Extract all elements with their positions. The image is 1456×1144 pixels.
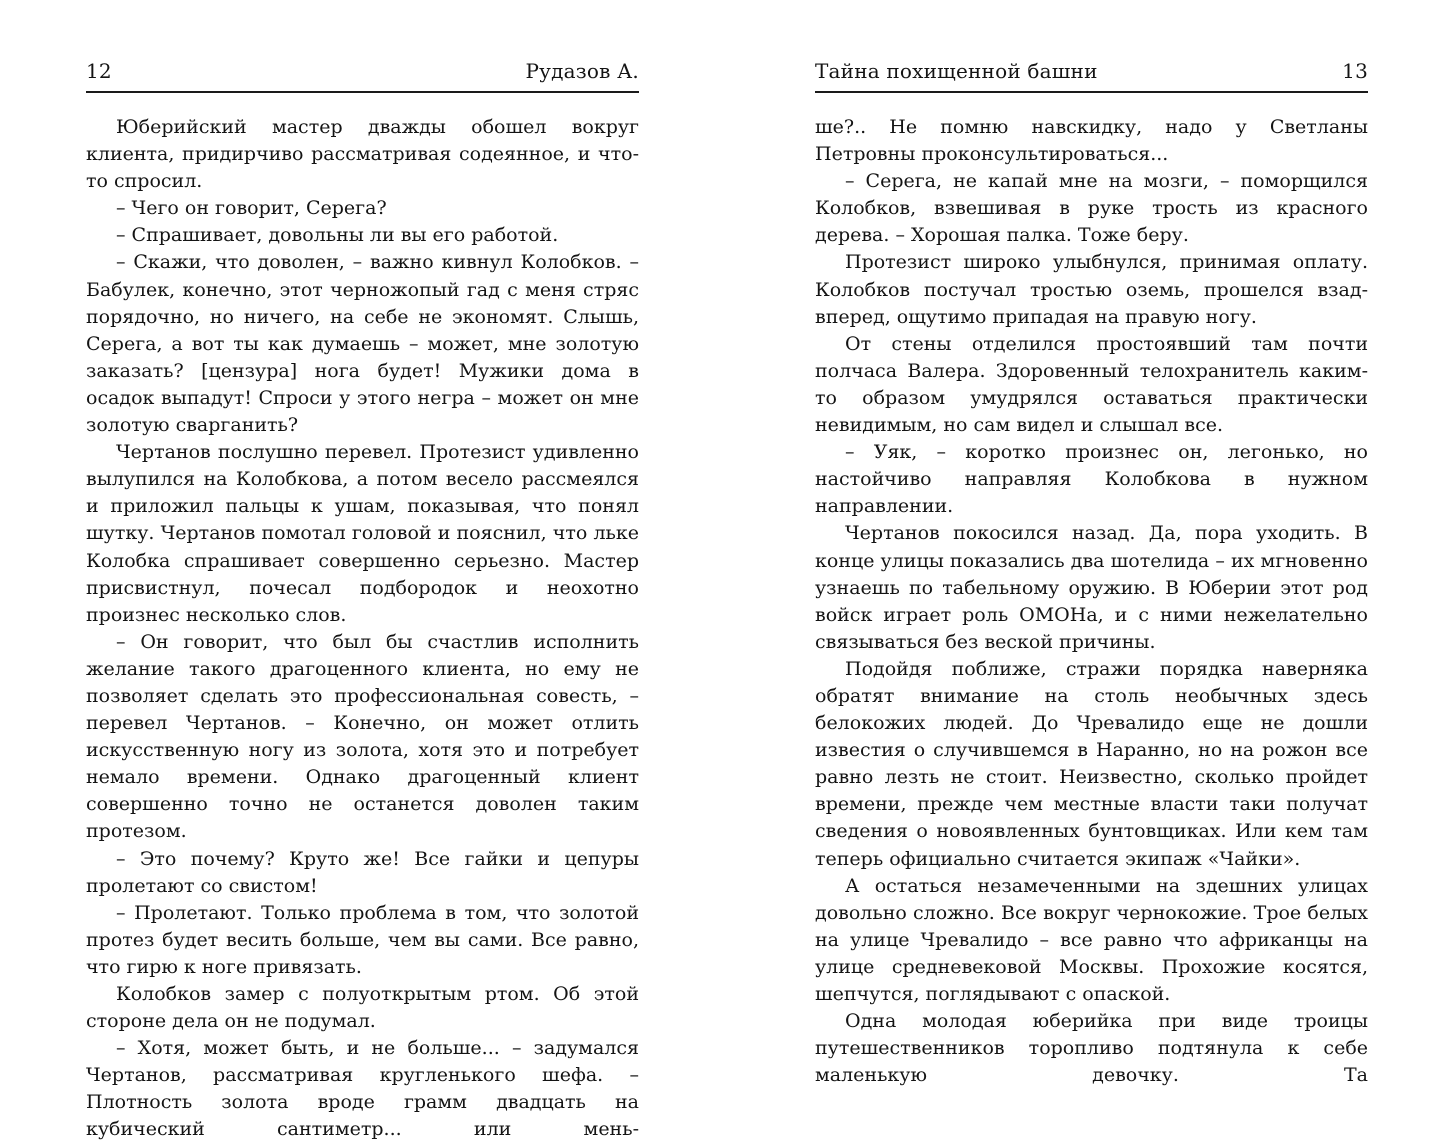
left-running-head [86,58,639,88]
running-title-author: Рудазов А. [525,59,639,83]
paragraph: – Хотя, может быть, и не больше... – задумался Чертанов, рассматривая кругленького шефа. – Плотность золота вроде грамм двадцать на кубический сантиметр... или мень- [86,1037,639,1141]
paragraph: – Спрашивает, довольны ли вы его работой. [116,224,559,247]
paragraph: Колобков замер с полуоткрытым ртом. Об этой стороне дела он не подумал. [86,983,639,1033]
paragraph: – Чего он говорит, Серега? [116,197,387,220]
paragraph: Юберийский мастер дважды обошел вокруг клиента, придирчиво рассматривая содеянное, и что-то спросил. [86,116,639,193]
header-rule-left [86,91,639,93]
page-number-left: 12 [86,59,112,83]
header-rule-right [815,91,1368,93]
paragraph: Протезист широко улыбнулся, принимая оплату. Колобков постучал тростью оземь, прошелся взад-вперед, ощутимо припадая на правую ногу. [815,251,1368,328]
paragraph: – Он говорит, что был бы счастлив исполнить желание такого драгоценного клиента, но ему не позволяет сделать это профессиональная совесть, – перевел Чертанов. – Конечно, он может отлить искусственную ногу из золота, хотя это и потребует немало времени. Однако драгоценный клиент совершенно точно не останется доволен таким протезом. [86,630,639,843]
left-page [86,0,639,1141]
right-running-head [815,58,1368,88]
running-title-book: Тайна похищенной башни [815,59,1098,83]
paragraph: От стены отделился простоявший там почти полчаса Валера. Здоровенный телохранитель каким-то образом умудрялся оставаться практически невидимым, но сам видел и слышал все. [815,332,1368,437]
paragraph: Чертанов послушно перевел. Протезист удивленно вылупился на Колобкова, а потом весело рассмеялся и приложил пальцы к ушам, показывая, что понял шутку. Чертанов помотал головой и пояснил, что лькe Колобка спрашивает совершенно серьезно. Мастер присвистнул, почесал подбородок и неохотно произнес несколько слов. [86,441,639,626]
paragraph: Чертанов покосился назад. Да, пора уходить. В конце улицы показались два шотелида – их мгновенно узнаешь по табельному оружию. В Юберии этот род войск играет роль ОМОНа, и с ними нежелательно связываться без веской причины. [815,522,1368,653]
paragraph: Одна молодая юберийка при виде троицы путешественников торопливо подтянула к себе маленькую девочку. Та [815,1010,1368,1087]
page-number-right: 13 [1342,59,1368,83]
paragraph: А остаться незамеченными на здешних улицах довольно сложно. Все вокруг чернокожие. Трое белых на улице Чревалидо – все равно что африканцы на улице средневековой Москвы. Прохожие косятся, шепчутся, поглядывают с опаской. [815,874,1368,1005]
right-page [815,0,1368,1087]
paragraph: – Скажи, что доволен, – важно кивнул Колобков. – Бабулек, конечно, этот черножопый гад с меня стряс порядочно, но ничего, на себе не экономят. Слышь, Серега, а вот ты как думаешь – может, мне золотую заказать? [цензура] нога будет! Мужики дома в осадок выпадут! Спроси у этого негра – может он мне золотую сварганить? [86,251,639,437]
paragraph: ше?.. Не помню навскидку, надо у Светланы Петровны проконсультироваться... [815,116,1368,166]
paragraph: – Серега, не капай мне на мозги, – поморщился Колобков, взвешивая в руке трость из красного дерева. – Хорошая палка. Тоже беру. [815,170,1368,247]
paragraph: – Уяк, – коротко произнес он, легонько, но настойчиво направляя Колобкова в нужном направлении. [815,441,1368,518]
paragraph: Подойдя поближе, стражи порядка наверняка обратят внимание на столь необычных здесь белокожих людей. До Чревалидо еще не дошли известия о случившемся в Наранно, но на рожон все равно лезть не стоит. Неизвестно, сколько пройдет времени, прежде чем местные власти таки получат сведения о новоявленных бунтовщиках. Или кем там теперь официально считается экипаж «Чайки». [815,657,1368,870]
right-body-text [815,114,1368,1089]
paragraph: – Это почему? Круто же! Все гайки и цепуры пролетают со свистом! [86,847,639,897]
paragraph: – Пролетают. Только проблема в том, что золотой протез будет весить больше, чем вы сами. Все равно, что гирю к ноге привязать. [86,901,639,978]
left-body-text [86,114,639,1144]
